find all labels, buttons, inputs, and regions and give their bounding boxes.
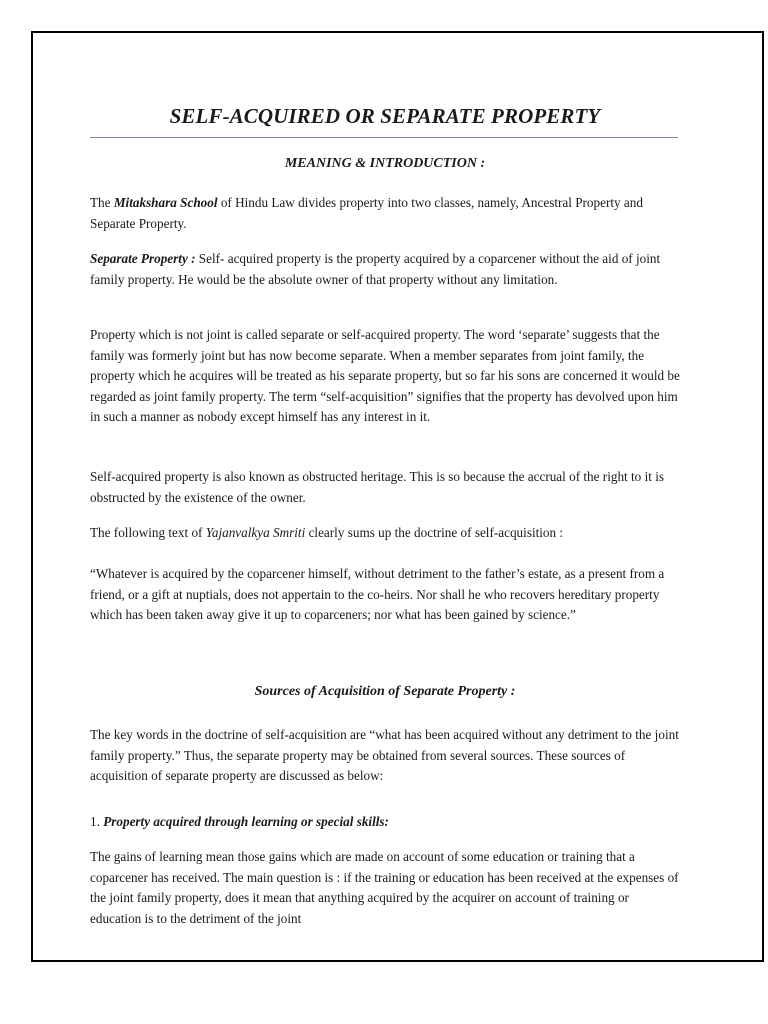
paragraph-gains-of-learning: The gains of learning mean those gains which are made on account of some education or training that a coparcener has received. The main question is : if the training or education has been received at the expenses of the joint family property, does it mean that anything acquired by the acquirer on account of training or education is to the detriment of the joint [90, 849, 679, 926]
paragraph-key-words: The key words in the doctrine of self-acquisition are “what has been acquired without any detriment to the joint family property.” Thus, the separate property may be obtained from several sources. These sources of acquisition of separate property are discussed as below: [90, 727, 679, 783]
emphasis-text: Mitakshara School [113, 195, 218, 210]
paragraph-text: of Hindu Law divides property into two classes, namely, Ancestral Property and Separate Property. [90, 195, 643, 231]
paragraph-separate-property [90, 249, 680, 290]
emphasis-text: Property acquired through learning or special skills: [103, 814, 389, 829]
section-heading-meaning: MEANING & INTRODUCTION : [284, 156, 486, 171]
paragraph-yajanvalkya [90, 523, 680, 544]
list-item-1 [90, 812, 680, 833]
quotation: “Whatever is acquired by the coparcener himself, without detriment to the father’s estate, as a present from a friend, or a gift at nuptials, does not appertain to the co-heirs. Nor shall he who recovers hereditary property which has been taken away give it up to coparceners; nor what has been gained by science.” [90, 566, 665, 622]
paragraph-joint-property: Property which is not joint is called separate or self-acquired property. The word ‘separate’ suggests that the family was formerly joint but has now become separate. When a member separates from joint family, the property which he acquires will be treated as his separate property, but so far his sons are concerned it would be regarded as joint family property. The term “self-acquisition” signifies that the property has devolved upon him in such a manner as nobody except himself has any interest in it. [90, 327, 680, 424]
paragraph-obstructed-heritage: Self-acquired property is also known as obstructed heritage. This is so because the accrual of the right to it is obstructed by the existence of the owner. [90, 469, 664, 505]
paragraph-text: Self- acquired property is the property acquired by a coparcener without the aid of joint family property. He would be the absolute owner of that property without any limitation. [90, 251, 661, 287]
paragraph-text: The [90, 195, 114, 210]
section-heading-sources: Sources of Acquisition of Separate Property : [254, 684, 516, 699]
emphasis-text: Separate Property : [90, 251, 196, 266]
paragraph-text: The following text of [90, 525, 206, 540]
paragraph-mitakshara [90, 193, 680, 234]
emphasis-text: Yajanvalkya Smriti [205, 525, 306, 540]
list-number: 1. [90, 814, 104, 829]
paragraph-text: clearly sums up the doctrine of self-acquisition : [305, 525, 564, 540]
title-underline [90, 137, 678, 138]
document-title: SELF-ACQUIRED OR SEPARATE PROPERTY [169, 104, 601, 128]
